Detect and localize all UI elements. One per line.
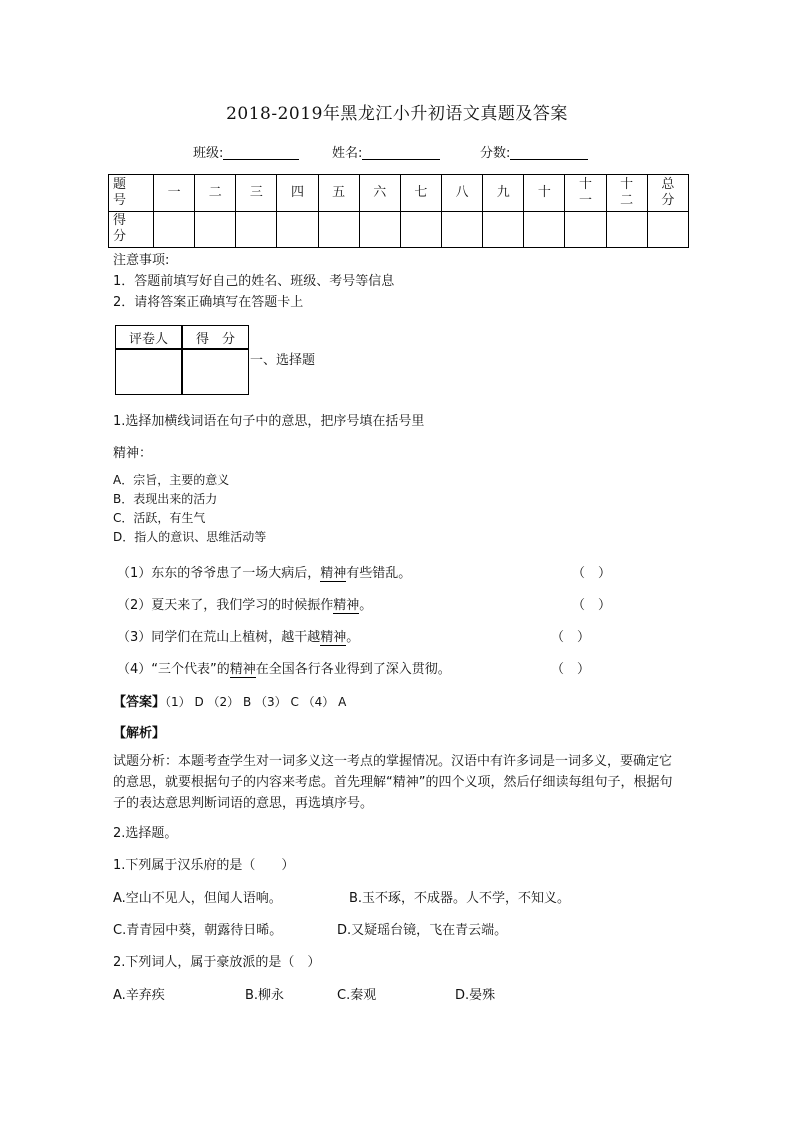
class-label: 班级:: [193, 146, 224, 161]
sentence-pre: （2）夏天来了，我们学习的时候振作: [117, 598, 334, 613]
score-table: [108, 174, 689, 248]
analysis-text: 试题分析：本题考查学生对一词多义这一考点的掌握情况。汉语中有许多词是一词多义，要确定它的意思，就要根据句子的内容来考虑。首先理解“精神”的四个义项，然后仔细读每组句子，根据句子的表达意思判断词语的意思，再选填序号。: [113, 754, 673, 811]
underlined-word: 精神: [229, 662, 256, 677]
score-cell[interactable]: [524, 211, 565, 248]
column-header: [318, 175, 359, 212]
column-header-bottom: 分: [661, 192, 675, 208]
column-header-top: 十: [620, 176, 634, 192]
underlined-word: 精神: [320, 630, 347, 645]
question-prompt: 1.选择加横线词语在句子中的意思，把序号填在括号里: [113, 414, 425, 429]
sentence-item: [117, 626, 359, 645]
column-header: [524, 175, 565, 212]
sentence-item: [117, 562, 411, 581]
column-header-top: 八: [455, 184, 469, 200]
header-label-bottom: 号: [113, 192, 127, 208]
analysis-label: 【解析】: [113, 726, 166, 741]
answer-line: [113, 691, 346, 710]
option-item: D．指人的意识、思维活动等: [113, 530, 267, 544]
column-header: [277, 175, 318, 212]
underlined-word: 精神: [333, 598, 360, 613]
notes-heading: 注意事项:: [113, 253, 170, 268]
reviewer-cell[interactable]: [116, 349, 183, 395]
answer-paren[interactable]: （ ）: [551, 662, 591, 677]
score-cell[interactable]: [277, 211, 318, 248]
sentence-post: 。: [359, 598, 373, 613]
sentence-pre: （1）东东的爷爷患了一场大病后，: [117, 566, 321, 581]
grader-score-cell[interactable]: [182, 349, 249, 395]
column-header-top: 三: [249, 184, 263, 200]
score-field: [480, 142, 588, 161]
sentence-post: 。: [346, 630, 360, 645]
score-cell[interactable]: [483, 211, 524, 248]
column-header: [647, 175, 688, 212]
page-title: 2018-2019年黑龙江小升初语文真题及答案: [226, 104, 568, 124]
score-cell[interactable]: [565, 211, 606, 248]
sentence-item: [117, 658, 451, 677]
section-heading: 一、选择题: [250, 353, 316, 368]
column-header: [606, 175, 647, 212]
underlined-word: 精神: [320, 566, 347, 581]
answer-label: 【答案】: [113, 695, 166, 710]
score-label-cell: [109, 211, 154, 248]
sentence-item: [117, 594, 372, 613]
class-field: [193, 142, 299, 161]
sentence-pre: （4）“三个代表”的: [117, 662, 230, 677]
column-header-top: 二: [208, 184, 222, 200]
column-header: [483, 175, 524, 212]
option-item: A.辛弃疾: [113, 988, 165, 1003]
score-blank[interactable]: [510, 145, 588, 160]
question-prompt: 2.下列词人，属于豪放派的是（ ）: [113, 955, 321, 970]
option-item: C．活跃，有生气: [113, 511, 206, 525]
score-cell[interactable]: [606, 211, 647, 248]
option-item: B．表现出来的活力: [113, 492, 218, 506]
name-blank[interactable]: [362, 145, 440, 160]
name-label: 姓名:: [332, 146, 363, 161]
column-header: [236, 175, 277, 212]
question-prompt: 1.下列属于汉乐府的是（ ）: [113, 858, 295, 873]
header-label-top: 题: [113, 176, 127, 192]
column-header-top: 四: [290, 184, 304, 200]
notes-item: 2．请将答案正确填写在答题卡上: [113, 295, 304, 310]
name-field: [332, 142, 440, 161]
score-cell[interactable]: [359, 211, 400, 248]
column-header-top: 七: [414, 184, 428, 200]
answer-paren[interactable]: （ ）: [551, 630, 591, 645]
score-cell[interactable]: [195, 211, 236, 248]
option-item: B.柳永: [245, 988, 285, 1003]
notes-item: 1．答题前填写好自己的姓名、班级、考号等信息: [113, 274, 395, 289]
grader-score-label: 得 分: [182, 326, 249, 350]
column-header: [400, 175, 441, 212]
column-header: [154, 175, 195, 212]
option-item: A.空山不见人，但闻人语响。: [113, 891, 282, 906]
score-cell[interactable]: [400, 211, 441, 248]
score-cell[interactable]: [441, 211, 482, 248]
score-table-score-row: [109, 211, 689, 248]
option-item: D.又疑瑶台镜，飞在青云端。: [337, 923, 508, 938]
column-header: [441, 175, 482, 212]
option-item: C.秦观: [337, 988, 377, 1003]
class-blank[interactable]: [223, 145, 299, 160]
column-header-top: 总: [661, 176, 675, 192]
option-item: C.青青园中葵，朝露待日晞。: [113, 923, 283, 938]
score-label: 分数:: [480, 146, 511, 161]
column-header-bottom: 二: [620, 192, 634, 208]
word-label: 精神：: [113, 446, 153, 461]
score-cell[interactable]: [236, 211, 277, 248]
score-cell[interactable]: [154, 211, 195, 248]
option-item: A．宗旨，主要的意义: [113, 473, 230, 487]
score-table-header-row: [109, 175, 689, 212]
reviewer-label: 评卷人: [116, 326, 183, 350]
answer-text: （1） D （2） B （3） C （4） A: [165, 695, 347, 709]
column-header-top: 十: [578, 176, 592, 192]
column-header: [565, 175, 606, 212]
header-label-cell: [109, 175, 154, 212]
column-header: [359, 175, 400, 212]
column-header-bottom: 一: [578, 192, 592, 208]
answer-paren[interactable]: （ ）: [572, 598, 612, 613]
column-header-top: 一: [167, 184, 181, 200]
column-header-top: 六: [373, 184, 387, 200]
option-item: D.晏殊: [455, 988, 496, 1003]
column-header-top: 九: [496, 184, 510, 200]
score-label-top: 得: [113, 213, 127, 229]
answer-paren[interactable]: （ ）: [572, 566, 612, 581]
section-heading: 2.选择题。: [113, 826, 178, 841]
sentence-pre: （3）同学们在荒山上植树，越干越: [117, 630, 321, 645]
sentence-post: 在全国各行各业得到了深入贯彻。: [255, 662, 451, 677]
grader-box: [115, 325, 249, 395]
score-cell[interactable]: [318, 211, 359, 248]
score-label-bottom: 分: [113, 229, 127, 245]
sentence-post: 有些错乱。: [346, 566, 412, 581]
column-header-top: 五: [332, 184, 346, 200]
option-item: B.玉不琢，不成器。人不学，不知义。: [349, 891, 571, 906]
column-header: [195, 175, 236, 212]
score-cell[interactable]: [647, 211, 688, 248]
column-header-top: 十: [537, 184, 551, 200]
